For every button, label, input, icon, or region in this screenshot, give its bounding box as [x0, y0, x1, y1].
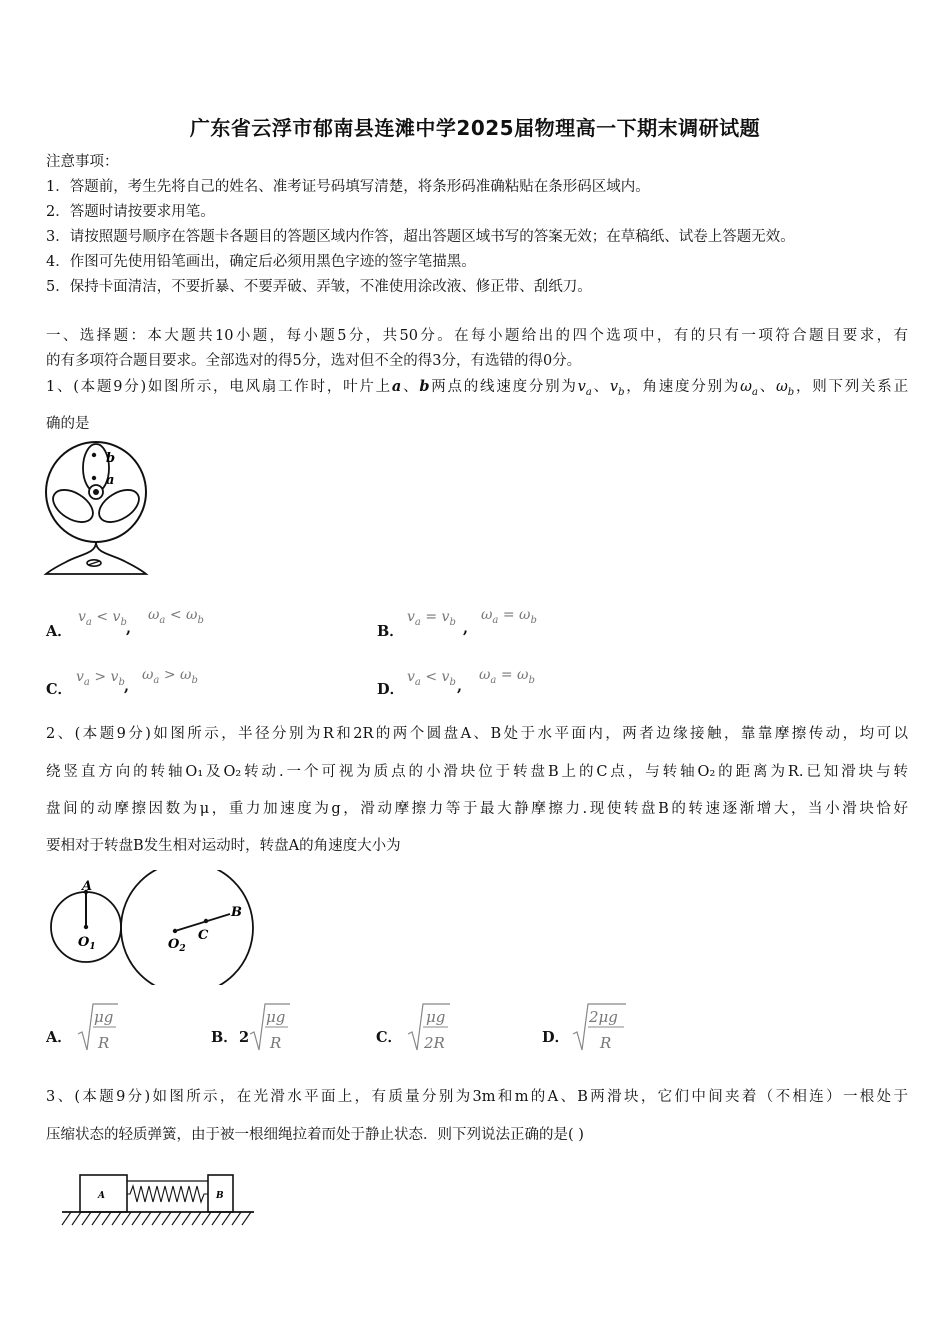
disk-label-A: A: [82, 879, 93, 894]
q1-option-c[interactable]: C． $v_a > v_b$ , $\omega_a > \omega_b$: [46, 667, 198, 698]
q2-options: [46, 1000, 666, 1060]
notice-item: 5．保持卡面清洁，不要折暴、不要弄破、弄皱，不准使用涂改液、修正带、刮纸刀。: [46, 279, 592, 295]
svg-text:R: R: [270, 1034, 282, 1052]
svg-text:μg: μg: [426, 1008, 446, 1026]
fan-label-b: b: [106, 451, 116, 466]
spring-blocks-figure: [58, 1168, 258, 1230]
svg-text:A: A: [98, 1191, 105, 1201]
q2-option-c[interactable]: [376, 1004, 450, 1052]
notice-heading: 注意事项：: [46, 154, 119, 170]
question-3-stem: 压缩状态的轻质弹簧，由于被一根细绳拉着而处于静止状态．则下列说法正确的是( ): [46, 1127, 584, 1143]
svg-text:R: R: [600, 1034, 612, 1052]
svg-text:A．: A．: [46, 1029, 72, 1046]
section-intro-line: 的有多项符合题目要求。全部选对的得5分，选对但不全的得3分，有选错的得0分。: [46, 353, 582, 369]
question-2-stem: 绕竖直方向的转轴O₁及O₂转动.一个可视为质点的小滑块位于转盘B上的C点，与转轴O₂的距离为R.已知滑块与转: [46, 764, 908, 780]
svg-text:2μg: 2μg: [589, 1008, 618, 1026]
question-2-stem: 2、(本题9分)如图所示，半径分别为R和2R的两个圆盘A、B处于水平面内，两者边缘接触，靠靠摩擦传动，均可以: [46, 726, 908, 742]
disk-label-O1: $O_1$: [78, 935, 96, 952]
svg-text:μg: μg: [94, 1008, 114, 1026]
notice-item: 1．答题前，考生先将自己的姓名、准考证号码填写清楚，将条形码准确粘贴在条形码区域内。: [46, 179, 650, 195]
svg-text:R: R: [98, 1034, 110, 1052]
notice-item: 4．作图可先使用铅笔画出，确定后必须用黑色字迹的签字笔描黑。: [46, 254, 476, 270]
q1-option-d[interactable]: D． $v_a < v_b$ , $\omega_a = \omega_b$: [377, 667, 535, 698]
page-title: 广东省云浮市郁南县连滩中学2025届物理高一下期末调研试题: [189, 116, 761, 140]
question-3-stem: 3、(本题9分)如图所示，在光滑水平面上，有质量分别为3m和m的A、B两滑块，它们中间夹着（不相连）一根处于: [46, 1089, 908, 1105]
disk-label-C: C: [198, 928, 209, 943]
q1-option-b[interactable]: B． $v_a = v_b$ , $\omega_a = \omega_b$: [377, 607, 537, 640]
question-2-stem: 盘间的动摩擦因数为μ，重力加速度为g，滑动摩擦力等于最大静摩擦力.现使转盘B的转速逐渐增大，当小滑块恰好: [46, 801, 908, 817]
disk-label-O2: $O_2$: [168, 937, 186, 954]
fan-figure: [40, 438, 160, 583]
svg-text:D．: D．: [542, 1029, 570, 1046]
q2-option-b[interactable]: [211, 1004, 290, 1052]
q2-option-d[interactable]: [542, 1004, 626, 1052]
notice-item: 2．答题时请按要求用笔。: [46, 204, 215, 220]
notice-item: 3．请按照题号顺序在答题卡各题目的答题区域内作答，超出答题区域书写的答案无效；在草稿纸、试卷上答题无效。: [46, 229, 795, 245]
disk-label-B: B: [231, 905, 242, 920]
svg-text:μg: μg: [266, 1008, 286, 1026]
svg-text:2R: 2R: [424, 1034, 445, 1052]
question-1-stem-cont: 确的是: [46, 416, 90, 432]
disks-figure: [44, 870, 254, 985]
question-1-stem: 1、(本题9分)如图所示，电风扇工作时，叶片上a、b两点的线速度分别为$v_a$、$v_b$，角速度分别为$\omega_a$、$\omega_b$，则下列关系正: [46, 378, 909, 398]
svg-text:2: 2: [239, 1029, 250, 1046]
q2-option-a[interactable]: [46, 1004, 118, 1052]
q1-option-a[interactable]: A． $v_a < v_b$ , $\omega_a < \omega_b$: [46, 607, 204, 640]
svg-text:C．: C．: [376, 1029, 403, 1046]
svg-text:B: B: [216, 1191, 224, 1201]
question-2-stem: 要相对于转盘B发生相对运动时，转盘A的角速度大小为: [46, 838, 401, 854]
svg-text:B．: B．: [211, 1029, 238, 1046]
spring: [127, 1186, 208, 1202]
fan-label-a: a: [106, 473, 115, 488]
section-intro-line: 一、选择题：本大题共10小题，每小题5分，共50分。在每小题给出的四个选项中，有的只有一项符合题目要求，有: [46, 328, 908, 344]
